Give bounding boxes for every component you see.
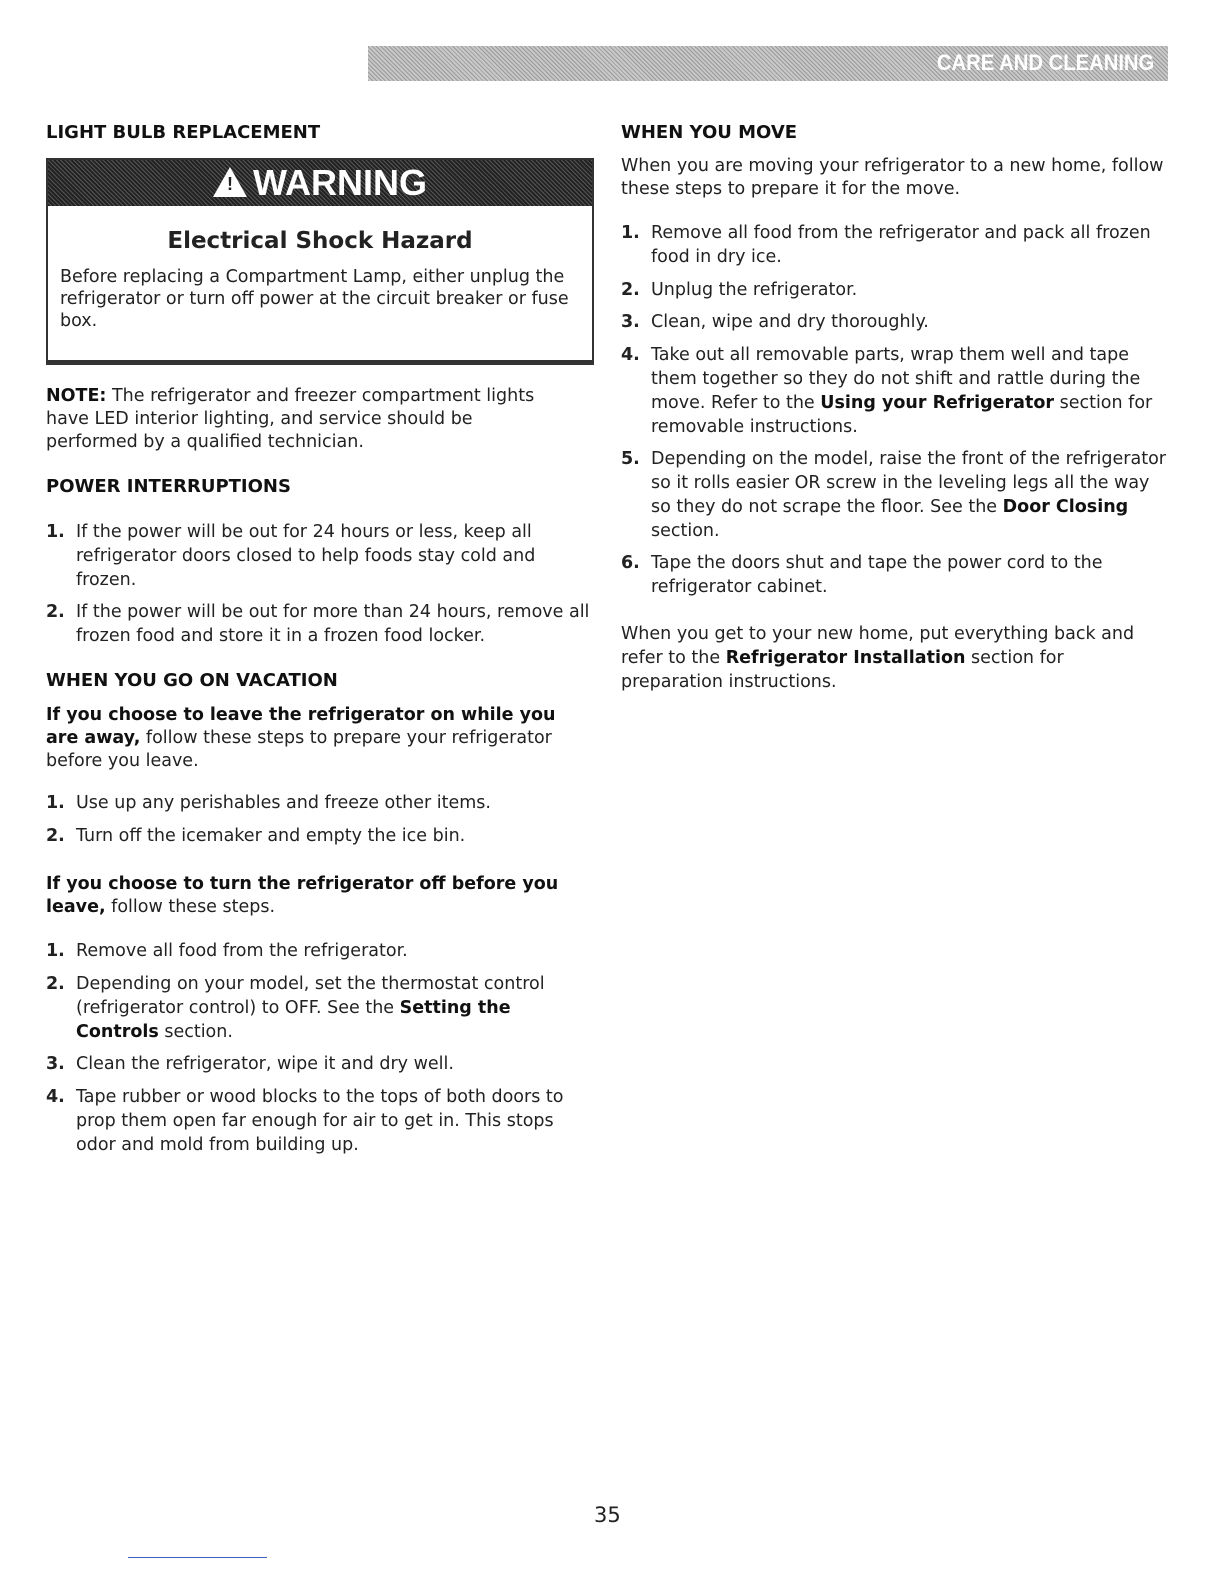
- list-item: [46, 1085, 591, 1157]
- item-number: 6.: [621, 553, 640, 573]
- warning-box: [46, 158, 594, 365]
- item-number: 4.: [621, 345, 640, 365]
- list-item: [46, 791, 591, 815]
- intro-text: follow these steps.: [105, 897, 276, 917]
- item-text: Remove all food from the refrigerator.: [76, 941, 408, 961]
- outro-text: section for preparation instructions.: [621, 648, 1064, 692]
- outro-text: When you get to your new home, put everything back and refer to the: [621, 624, 1135, 668]
- item-number: 1.: [46, 793, 65, 813]
- vacation-on-list: [46, 791, 591, 848]
- item-number: 2.: [46, 974, 65, 994]
- bold-lead: If you choose to turn the refrigerator off before you leave,: [46, 874, 559, 917]
- vacation-on-intro: [46, 704, 591, 773]
- move-list: [621, 221, 1166, 599]
- item-text: Tape the doors shut and tape the power cord to the refrigerator cabinet.: [651, 553, 1103, 597]
- list-item: [621, 343, 1166, 439]
- item-text: Turn off the icemaker and empty the ice bin.: [76, 826, 466, 846]
- page-number: 35: [594, 1503, 621, 1527]
- item-text: section for removable instructions.: [651, 393, 1153, 437]
- item-text: Unplug the refrigerator.: [651, 280, 858, 300]
- item-text: section.: [158, 1022, 233, 1042]
- item-number: 1.: [46, 522, 65, 542]
- list-item: [46, 972, 591, 1044]
- item-text: section.: [651, 521, 720, 541]
- item-text: Remove all food from the refrigerator and pack all frozen food in dry ice.: [651, 223, 1151, 267]
- item-number: 1.: [621, 223, 640, 243]
- list-item: [46, 600, 591, 648]
- note-text: The refrigerator and freezer compartment lights have LED interior lighting, and service should be performed by a qualified technician.: [46, 386, 535, 452]
- vacation-off-intro: [46, 873, 606, 919]
- item-text: Clean, wipe and dry thoroughly.: [651, 312, 929, 332]
- section-reference: Door Closing: [1002, 497, 1129, 517]
- power-list: [46, 520, 591, 648]
- warning-triangle-icon: !: [213, 167, 247, 197]
- item-text: If the power will be out for 24 hours or less, keep all refrigerator doors closed to help foods stay cold and frozen.: [76, 522, 536, 590]
- move-intro: When you are moving your refrigerator to a new home, follow these steps to prepare it for the move.: [621, 156, 1164, 199]
- hazard-title: Electrical Shock Hazard: [167, 228, 473, 254]
- item-text: Use up any perishables and freeze other items.: [76, 793, 491, 813]
- note-paragraph: [46, 385, 566, 454]
- list-item: [46, 1052, 591, 1076]
- section-header-bar: [368, 46, 1168, 81]
- section-reference: Refrigerator Installation: [725, 648, 966, 668]
- footer-divider: [128, 1557, 267, 1558]
- item-text: Clean the refrigerator, wipe it and dry well.: [76, 1054, 454, 1074]
- section-title: CARE AND CLEANING: [936, 50, 1154, 75]
- item-number: 4.: [46, 1087, 65, 1107]
- item-text: Depending on your model, set the thermostat control (refrigerator control) to OFF. See the: [76, 974, 545, 1018]
- item-number: 2.: [46, 826, 65, 846]
- vacation-off-list: [46, 939, 591, 1157]
- light-bulb-heading: LIGHT BULB REPLACEMENT: [46, 122, 321, 143]
- item-number: 5.: [621, 449, 640, 469]
- list-item: [621, 278, 1166, 302]
- item-text: Take out all removable parts, wrap them well and tape them together so they do not shift and rattle during the move. Refer to the: [651, 345, 1141, 413]
- warning-label: WARNING: [253, 162, 427, 203]
- list-item: [621, 221, 1166, 269]
- bold-lead: If you choose to leave the refrigerator on while you are away,: [46, 705, 556, 748]
- section-reference: Setting the Controls: [76, 998, 511, 1042]
- list-item: [621, 551, 1166, 599]
- vacation-heading: WHEN YOU GO ON VACATION: [46, 670, 338, 691]
- item-number: 3.: [621, 312, 640, 332]
- list-item: [621, 447, 1166, 543]
- item-number: 2.: [46, 602, 65, 622]
- list-item: [621, 310, 1166, 334]
- item-text: Tape rubber or wood blocks to the tops of both doors to prop them open far enough for air to get in. This stops odor and mold from building up.: [76, 1087, 564, 1155]
- item-number: 3.: [46, 1054, 65, 1074]
- item-text: If the power will be out for more than 24 hours, remove all frozen food and store it in a frozen food locker.: [76, 602, 590, 646]
- warning-banner: [48, 160, 592, 206]
- item-number: 2.: [621, 280, 640, 300]
- section-reference: Using your Refrigerator: [820, 393, 1055, 413]
- move-heading: WHEN YOU MOVE: [621, 122, 798, 143]
- item-text: Depending on the model, raise the front of the refrigerator so it rolls easier OR screw in the leveling legs all the way so they do not scrape the floor. See the: [651, 449, 1166, 517]
- intro-text: follow these steps to prepare your refrigerator before you leave.: [46, 728, 552, 771]
- power-heading: POWER INTERRUPTIONS: [46, 476, 291, 497]
- warning-text: Before replacing a Compartment Lamp, either unplug the refrigerator or turn off power at the circuit breaker or fuse box.: [60, 267, 569, 331]
- move-outro: [621, 622, 1169, 694]
- list-item: [46, 939, 591, 963]
- note-label: NOTE:: [46, 386, 107, 406]
- item-number: 1.: [46, 941, 65, 961]
- list-item: [46, 520, 591, 592]
- list-item: [46, 824, 591, 848]
